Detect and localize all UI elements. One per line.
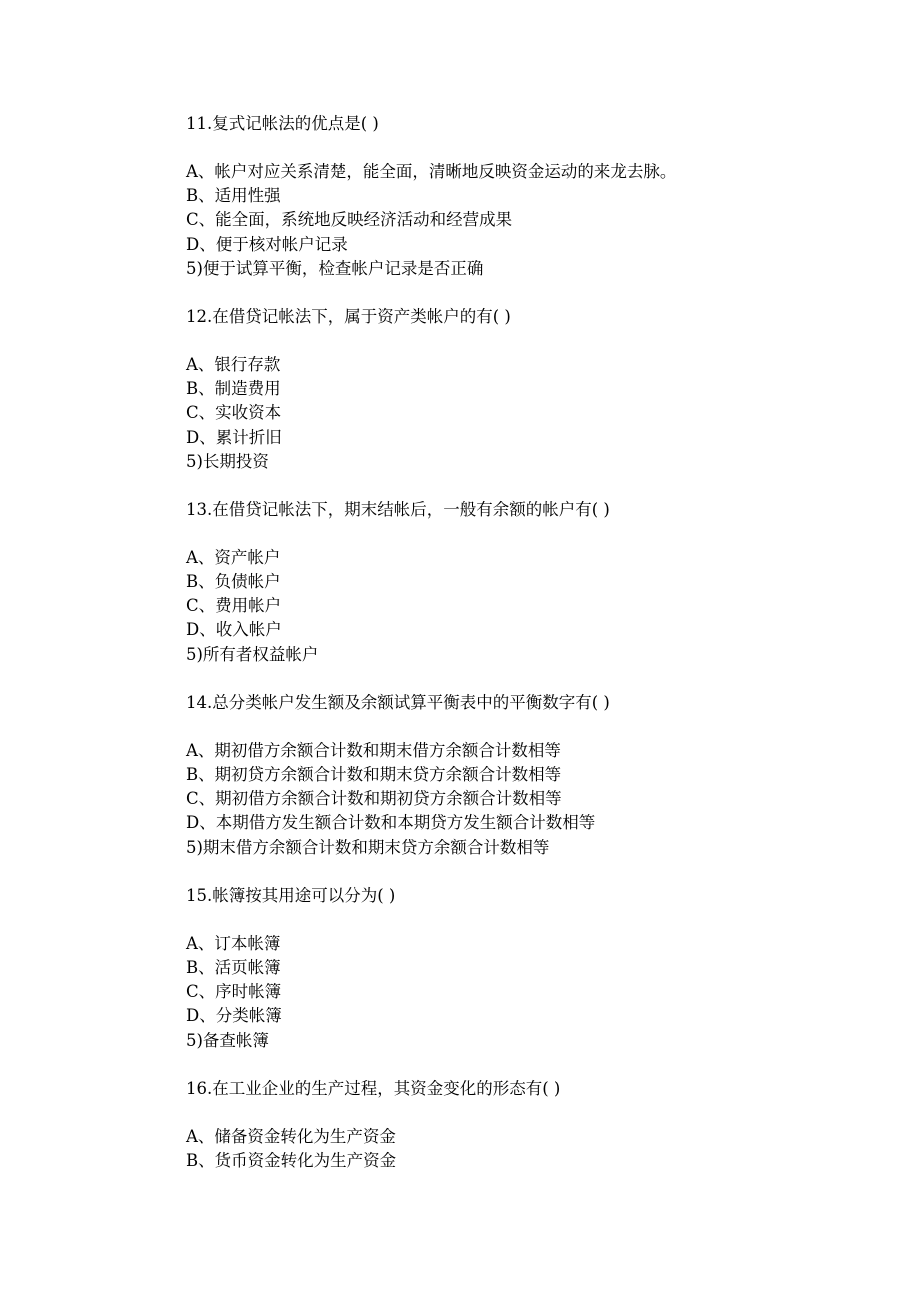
- option-c: C、实收资本: [186, 403, 282, 423]
- question-13: [186, 498, 886, 667]
- option-5: 5)所有者权益帐户: [186, 644, 319, 664]
- option-a: A、储备资金转化为生产资金: [186, 1126, 396, 1146]
- option-5: 5)备查帐簿: [186, 1030, 269, 1050]
- question-list: [186, 112, 886, 1197]
- option-a: A、订本帐簿: [186, 933, 281, 953]
- option-5: 5)长期投资: [186, 451, 269, 471]
- option-a: A、银行存款: [186, 354, 281, 374]
- option-a: A、帐户对应关系清楚，能全面，清晰地反映资金运动的来龙去脉。: [186, 162, 677, 181]
- option-b: B、负债帐户: [186, 572, 281, 592]
- option-c: C、能全面，系统地反映经济活动和经营成果: [186, 210, 513, 230]
- question-11: [186, 112, 886, 281]
- option-b: B、货币资金转化为生产资金: [186, 1150, 397, 1170]
- option-c: C、序时帐簿: [186, 982, 282, 1002]
- option-d: D、收入帐户: [186, 620, 282, 640]
- question-14: [186, 691, 886, 860]
- option-d: D、本期借方发生额合计数和本期贷方发生额合计数相等: [186, 813, 596, 833]
- option-b: B、期初贷方余额合计数和期末贷方余额合计数相等: [186, 765, 562, 784]
- option-c: C、费用帐户: [186, 596, 282, 616]
- question-title: 14.总分类帐户发生额及余额试算平衡表中的平衡数字有( ): [186, 692, 610, 712]
- option-5: 5)便于试算平衡，检查帐户记录是否正确: [186, 258, 484, 278]
- question-title: 16.在工业企业的生产过程，其资金变化的形态有( ): [186, 1078, 561, 1098]
- option-d: D、累计折旧: [186, 427, 282, 447]
- option-5: 5)期末借方余额合计数和期末贷方余额合计数相等: [186, 837, 550, 857]
- option-a: A、期初借方余额合计数和期末借方余额合计数相等: [186, 740, 561, 760]
- option-d: D、分类帐簿: [186, 1006, 282, 1026]
- option-c: C、期初借方余额合计数和期初贷方余额合计数相等: [186, 789, 562, 809]
- question-16: [186, 1077, 886, 1173]
- option-d: D、便于核对帐户记录: [186, 234, 348, 254]
- option-b: B、制造费用: [186, 379, 281, 399]
- question-title: 12.在借贷记帐法下，属于资产类帐户的有( ): [186, 306, 511, 326]
- question-15: [186, 884, 886, 1053]
- question-12: [186, 305, 886, 474]
- option-b: B、适用性强: [186, 186, 281, 206]
- question-title: 15.帐簿按其用途可以分为( ): [186, 885, 396, 905]
- option-b: B、活页帐簿: [186, 957, 281, 977]
- question-title: 11.复式记帐法的优点是( ): [186, 114, 379, 133]
- question-title: 13.在借贷记帐法下，期末结帐后，一般有余额的帐户有( ): [186, 499, 610, 519]
- option-a: A、资产帐户: [186, 547, 281, 567]
